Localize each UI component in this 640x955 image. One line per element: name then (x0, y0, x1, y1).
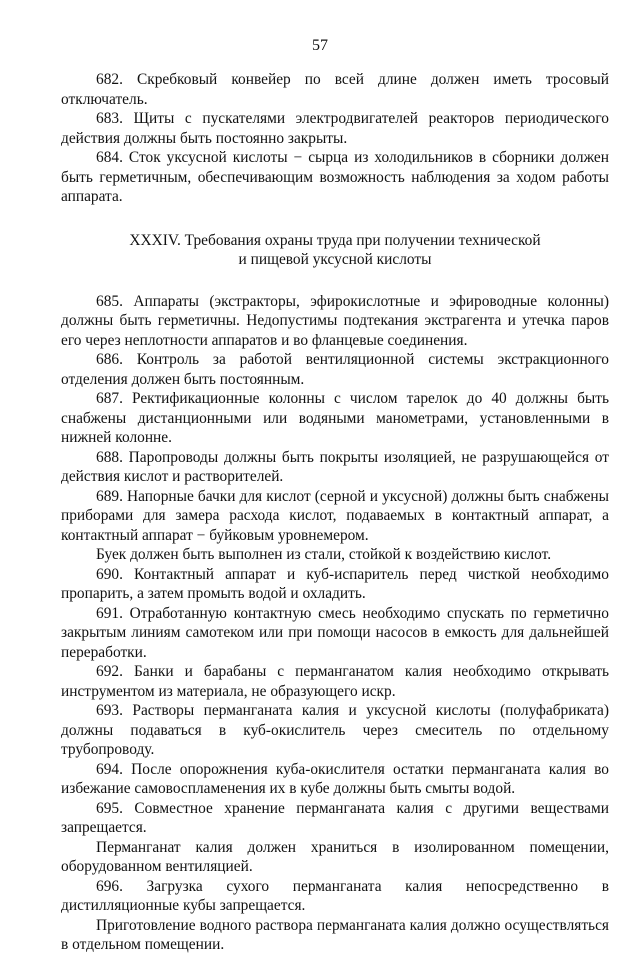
paragraph-694: 694. После опорожнения куба-окислителя остатки перманганата калия во избежание самовоспламенения их в кубе должны быть смыты водой. (61, 760, 609, 797)
paragraph-692: 692. Банки и барабаны с перманганатом калия необходимо открывать инструментом из материала, не образующего искр. (61, 663, 609, 700)
section-heading-line-2: и пищевой уксусной кислоты (238, 251, 432, 268)
paragraph-696-note: Приготовление водного раствора перманганата калия должно осуществляться в отдельном помещении. (61, 916, 609, 953)
paragraph-683: 683. Щиты с пускателями электродвигателей реакторов периодического действия должны быть постоянно закрыты. (61, 110, 609, 147)
paragraph-689: 689. Напорные бачки для кислот (серной и уксусной) должны быть снабжены приборами для замера расхода кислот, подаваемых в контактный аппарат, а контактный аппарат − буйковым уровнемером. (61, 487, 609, 544)
paragraph-693: 693. Растворы перманганата калия и уксусной кислоты (полуфабриката) должны подаваться в куб-окислитель через смеситель по отдельному трубопроводу. (61, 702, 609, 758)
paragraph-group-after (61, 292, 609, 955)
section-heading-line-1: XXXIV. Требования охраны труда при получении технической (129, 231, 541, 249)
paragraph-695: 695. Совместное хранение перманганата калия с другими веществами запрещается. (61, 799, 609, 836)
paragraph-691: 691. Отработанную контактную смесь необходимо спускать по герметично закрытым линиям самотеком или при помощи насосов в емкость для дальнейшей переработки. (61, 604, 609, 661)
page-number: 57 (312, 37, 328, 54)
paragraph-688: 688. Паропроводы должны быть покрыты изоляцией, не разрушающейся от действия кислот и растворителей. (61, 448, 609, 485)
paragraph-695-note: Перманганат калия должен храниться в изолированном помещении, оборудованном вентиляцией. (61, 838, 609, 875)
paragraph-682: 682. Скребковый конвейер по всей длине должен иметь тросовый отключатель. (61, 71, 609, 108)
paragraph-684: 684. Сток уксусной кислоты − сырца из холодильников в сборники должен быть герметичным, обеспечивающим возможность наблюдения за ходом работы аппарата. (61, 149, 609, 205)
section-heading (61, 231, 609, 270)
paragraph-685: 685. Аппараты (экстракторы, эфирокислотные и эфироводные колонны) должны быть герметичны. Недопустимы подтекания экстрагента и утечка паров его через неплотности аппаратов и во фланцевые соединения. (61, 292, 609, 349)
paragraph-group-before (61, 70, 609, 207)
paragraph-689-note: Буек должен быть выполнен из стали, стойкой к воздействию кислот. (96, 546, 552, 563)
paragraph-690: 690. Контактный аппарат и куб-испаритель перед чисткой необходимо пропарить, а затем промыть водой и охладить. (61, 565, 609, 602)
paragraph-687: 687. Ректификационные колонны с числом тарелок до 40 должны быть снабжены дистанционными или водяными манометрами, установленными в нижней колонне. (61, 390, 609, 446)
paragraph-696: 696. Загрузка сухого перманганата калия непосредственно в дистилляционные кубы запрещается. (61, 877, 609, 914)
document-body (61, 70, 609, 955)
paragraph-686: 686. Контроль за работой вентиляционной системы экстракционного отделения должен быть постоянным. (61, 351, 609, 388)
